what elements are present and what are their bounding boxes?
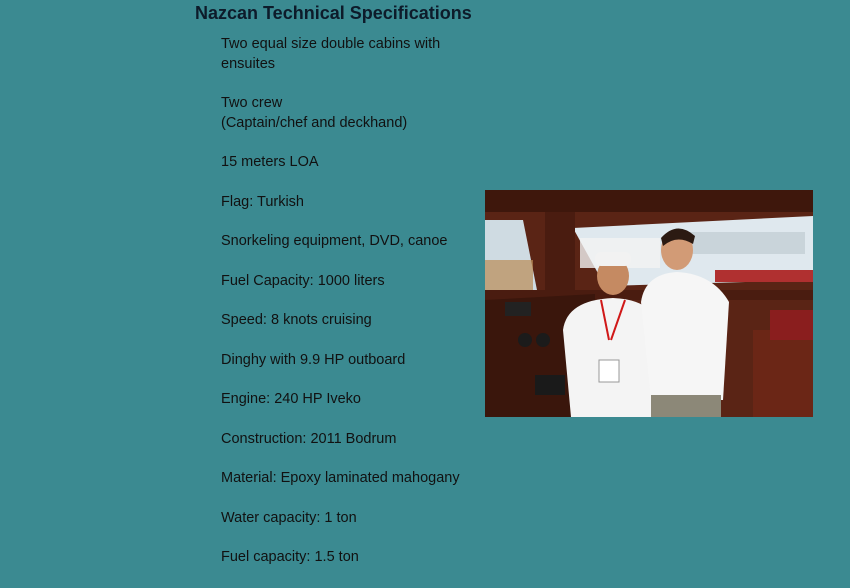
spec-line: Two crew (221, 95, 283, 111)
spec-line: (Captain/chef and deckhand) (221, 114, 408, 131)
spec-line: Fuel capacity: 1.5 ton (221, 549, 359, 565)
spec-item (221, 351, 481, 371)
spec-line: Snorkeling equipment, DVD, canoe (221, 233, 448, 249)
spec-item (221, 311, 481, 331)
spec-line: Dinghy with 9.9 HP outboard (221, 351, 406, 368)
spec-line: ensuites (221, 55, 276, 72)
spec-line: Two equal size double cabins with (221, 36, 441, 52)
spec-item (221, 35, 481, 74)
spec-list (221, 35, 481, 588)
spec-line: Material: Epoxy laminated mahogany (221, 470, 460, 486)
spec-line: Engine: 240 HP Iveko (221, 391, 361, 407)
spec-item (221, 469, 481, 489)
spec-item (221, 232, 481, 252)
slide-title: Nazcan Technical Specifications (195, 3, 472, 23)
spec-line: Fuel Capacity: 1000 liters (221, 272, 385, 289)
spec-line: Construction: 2011 Bodrum (221, 430, 397, 447)
spec-item (221, 153, 481, 173)
spec-item (221, 548, 481, 568)
spec-line: Speed: 8 knots cruising (221, 312, 372, 328)
spec-item (221, 193, 481, 213)
crew-photo (485, 190, 813, 417)
spec-item (221, 430, 481, 450)
spec-item (221, 509, 481, 529)
spec-line: Water capacity: 1 ton (221, 509, 357, 526)
spec-item (221, 272, 481, 292)
spec-item (221, 390, 481, 410)
spec-line: 15 meters LOA (221, 154, 319, 170)
spec-item (221, 94, 481, 133)
spec-line: Flag: Turkish (221, 193, 304, 210)
